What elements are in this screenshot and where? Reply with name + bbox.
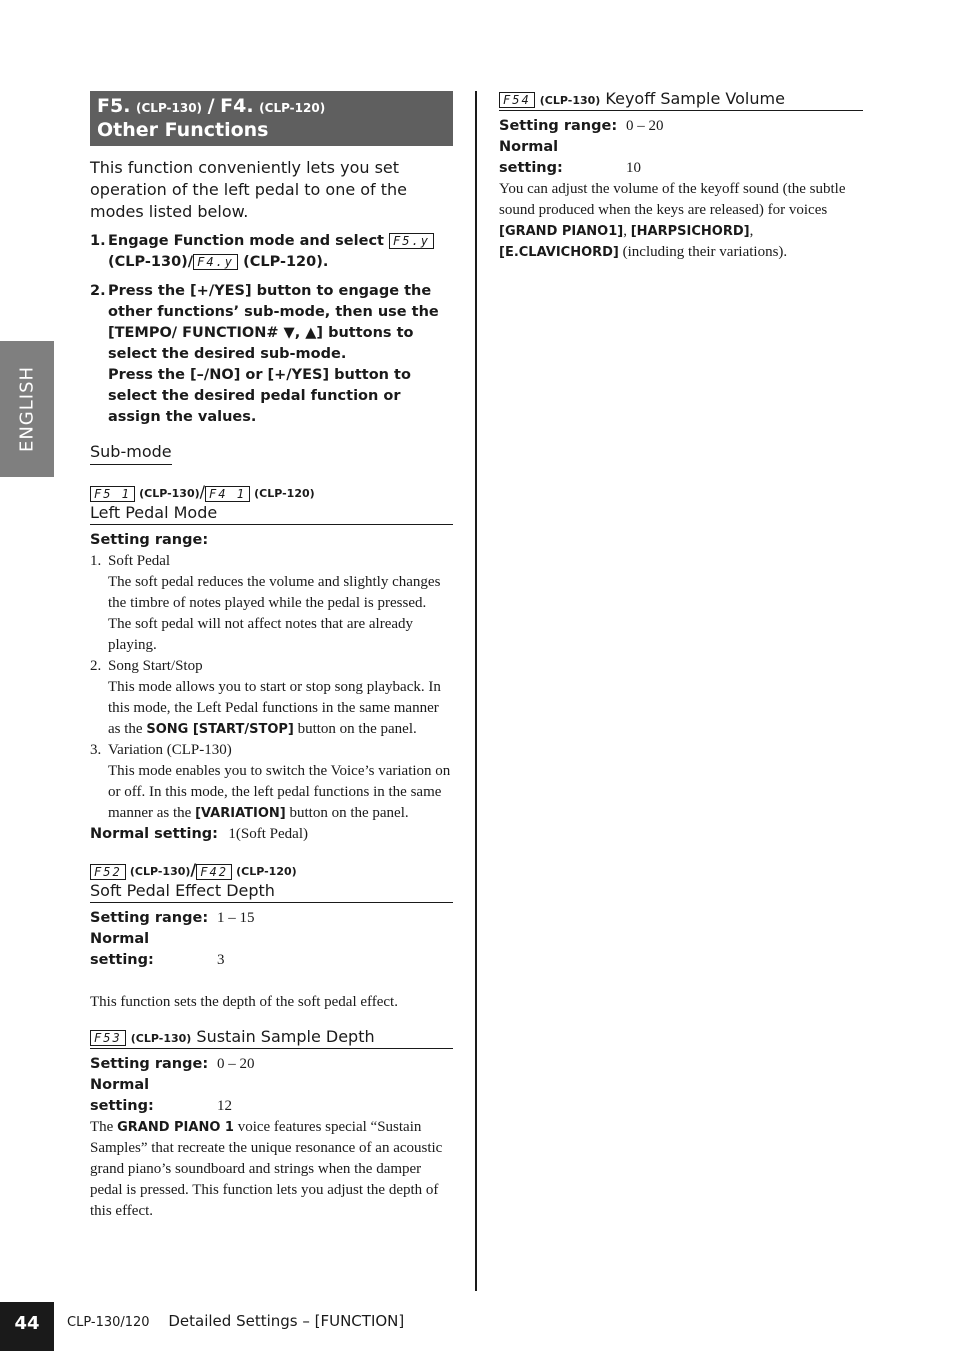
right-column (499, 89, 863, 263)
lcd-display-f41: F4 1 (205, 486, 250, 502)
step-1-text-b: (CLP-130)/ (108, 254, 194, 270)
lcd-display-f5y: F5.y (389, 233, 434, 249)
normal-setting-row (90, 929, 453, 971)
list-item (90, 551, 453, 656)
voice-reference: GRAND PIANO 1 (117, 1120, 234, 1135)
separator: , (623, 223, 627, 239)
setting-range-value: 0 – 20 (217, 1056, 255, 1072)
item-body-b: button on the panel. (297, 721, 417, 737)
model-130: (CLP-130) (129, 865, 191, 878)
slash: / (190, 860, 197, 879)
normal-setting-value: 1(Soft Pedal) (228, 826, 308, 842)
description-paragraph: This function sets the depth of the soft pedal effect. (90, 994, 398, 1010)
function-title: Left Pedal Mode (90, 503, 453, 525)
item-head: Soft Pedal (108, 553, 171, 569)
item-number: 3. (90, 742, 102, 758)
voice-reference-clavichord: [E.CLAVICHORD] (499, 245, 619, 260)
voice-reference-grand-piano: [GRAND PIANO1] (499, 224, 624, 239)
desc-b: (including their variations). (622, 244, 788, 260)
slash: / (199, 482, 206, 501)
normal-setting-label: Normal setting: (90, 931, 154, 968)
function-title: Keyoff Sample Volume (605, 89, 785, 108)
setting-range-label: Setting range: (90, 1056, 209, 1072)
step-2-text-1: Press the [+/YES] button to engage the other functions’ sub-mode, then use the [TEMPO/ FUNCTION# ▼, ▲] buttons to select the desired sub-mode. (108, 283, 439, 362)
step-text (108, 231, 453, 273)
lcd-display-f52: F52 (90, 864, 126, 880)
title-f5: F5. (97, 95, 131, 117)
separator: , (749, 223, 754, 239)
normal-setting-label: Normal setting: (499, 139, 563, 176)
setting-range-row (90, 1054, 453, 1075)
function-title: Sustain Sample Depth (196, 1027, 375, 1046)
function-f51 (90, 483, 453, 525)
step-1 (90, 231, 453, 273)
lcd-display-f51: F5 1 (90, 486, 135, 502)
list-item (90, 740, 453, 824)
desc-a: The (90, 1119, 114, 1135)
item-head: Variation (CLP-130) (108, 742, 232, 758)
title-line-1 (97, 95, 446, 117)
voice-reference-harpsichord: [HARPSICHORD] (630, 224, 750, 239)
model-130: (CLP-130) (139, 487, 200, 500)
step-text (108, 281, 453, 428)
setting-range-value: 0 – 20 (626, 118, 664, 134)
title-model-120: (CLP-120) (259, 101, 326, 115)
left-column (90, 91, 453, 1222)
button-reference: [VARIATION] (195, 806, 286, 821)
model-120: (CLP-120) (254, 487, 315, 500)
setting-range-label: Setting range: (90, 910, 209, 926)
description-paragraph (90, 1117, 453, 1222)
setting-range-label: Setting range: (499, 118, 618, 134)
footer-section: Detailed Settings – [FUNCTION] (168, 1312, 405, 1330)
normal-setting-label: Normal setting: (90, 826, 218, 842)
function-f53 (90, 1027, 453, 1049)
lcd-display-f4y: F4.y (193, 254, 238, 270)
step-number: 1. (90, 233, 106, 249)
normal-setting-label: Normal setting: (90, 1077, 154, 1114)
lcd-display-f42: F42 (196, 864, 232, 880)
function-code-line (90, 483, 453, 503)
setting-range-label: Setting range: (90, 532, 209, 548)
function-code-line (90, 861, 453, 881)
step-2-text-2: Press the [–/NO] or [+/YES] button to select the desired pedal function or assign the values. (108, 367, 411, 425)
function-title-line (499, 89, 863, 111)
item-body-b: button on the panel. (289, 805, 409, 821)
title-model-130: (CLP-130) (136, 101, 203, 115)
side-tab-label: ENGLISH (16, 365, 38, 453)
section-title-banner (90, 91, 453, 146)
item-head: Song Start/Stop (108, 658, 203, 674)
title-slash: / (207, 95, 215, 117)
item-body (90, 677, 453, 740)
normal-setting-row (90, 824, 453, 845)
item-number: 2. (90, 658, 102, 674)
item-number: 1. (90, 553, 102, 569)
title-f4: F4. (220, 95, 254, 117)
model-130: (CLP-130) (539, 94, 601, 107)
function-title: Soft Pedal Effect Depth (90, 881, 453, 903)
model-130: (CLP-130) (130, 1032, 192, 1045)
item-body: The soft pedal reduces the volume and slightly changes the timbre of notes played while the pedal is pressed. The soft pedal will not affect notes that are already playing. (108, 574, 441, 653)
desc-a: You can adjust the volume of the keyoff sound (the subtle sound produced when the keys are released) for voices (499, 181, 846, 218)
column-divider (475, 91, 477, 1291)
item-body-a: This mode enables you to switch the Voice’s variation on or off. In this mode, the left pedal functions in the same manner as the (108, 763, 451, 821)
function-title-line (90, 1027, 453, 1049)
lcd-display-f54: F54 (499, 92, 535, 108)
normal-setting-row (499, 137, 863, 179)
item-body-a: This mode allows you to start or stop song playback. In this mode, the Left Pedal functions in the same manner as the (108, 679, 441, 737)
footer (67, 1312, 404, 1330)
desc-b: voice features special “Sustain Samples” that recreate the unique resonance of an acoustic grand piano’s soundboard and strings when the damper pedal is pressed. This function lets you adjust the depth of this effect. (90, 1119, 443, 1219)
list-item (90, 656, 453, 740)
button-reference: SONG [START/STOP] (146, 722, 294, 737)
normal-setting-value: 10 (626, 160, 641, 176)
item-body (90, 761, 453, 824)
step-1-text-c: (CLP-120). (243, 254, 329, 270)
page-number: 44 (0, 1302, 54, 1351)
setting-range-row (90, 530, 453, 551)
lcd-display-f53: F53 (90, 1030, 126, 1046)
normal-setting-value: 3 (217, 952, 225, 968)
footer-model: CLP-130/120 (67, 1315, 150, 1330)
intro-paragraph: This function conveniently lets you set operation of the left pedal to one of the modes listed below. (90, 158, 408, 221)
function-f54 (499, 89, 863, 111)
step-number: 2. (90, 283, 106, 299)
normal-setting-value: 12 (217, 1098, 232, 1114)
function-f52 (90, 861, 453, 903)
model-120: (CLP-120) (236, 865, 297, 878)
setting-range-row (90, 908, 453, 929)
step-2 (90, 281, 453, 428)
setting-range-value: 1 – 15 (217, 910, 255, 926)
setting-range-row (499, 116, 863, 137)
description-paragraph (499, 179, 863, 263)
side-tab-english (0, 341, 54, 477)
title-line-2: Other Functions (97, 119, 269, 141)
normal-setting-row (90, 1075, 453, 1117)
sub-mode-heading: Sub-mode (90, 442, 172, 465)
step-1-text-a: Engage Function mode and select (108, 233, 384, 249)
